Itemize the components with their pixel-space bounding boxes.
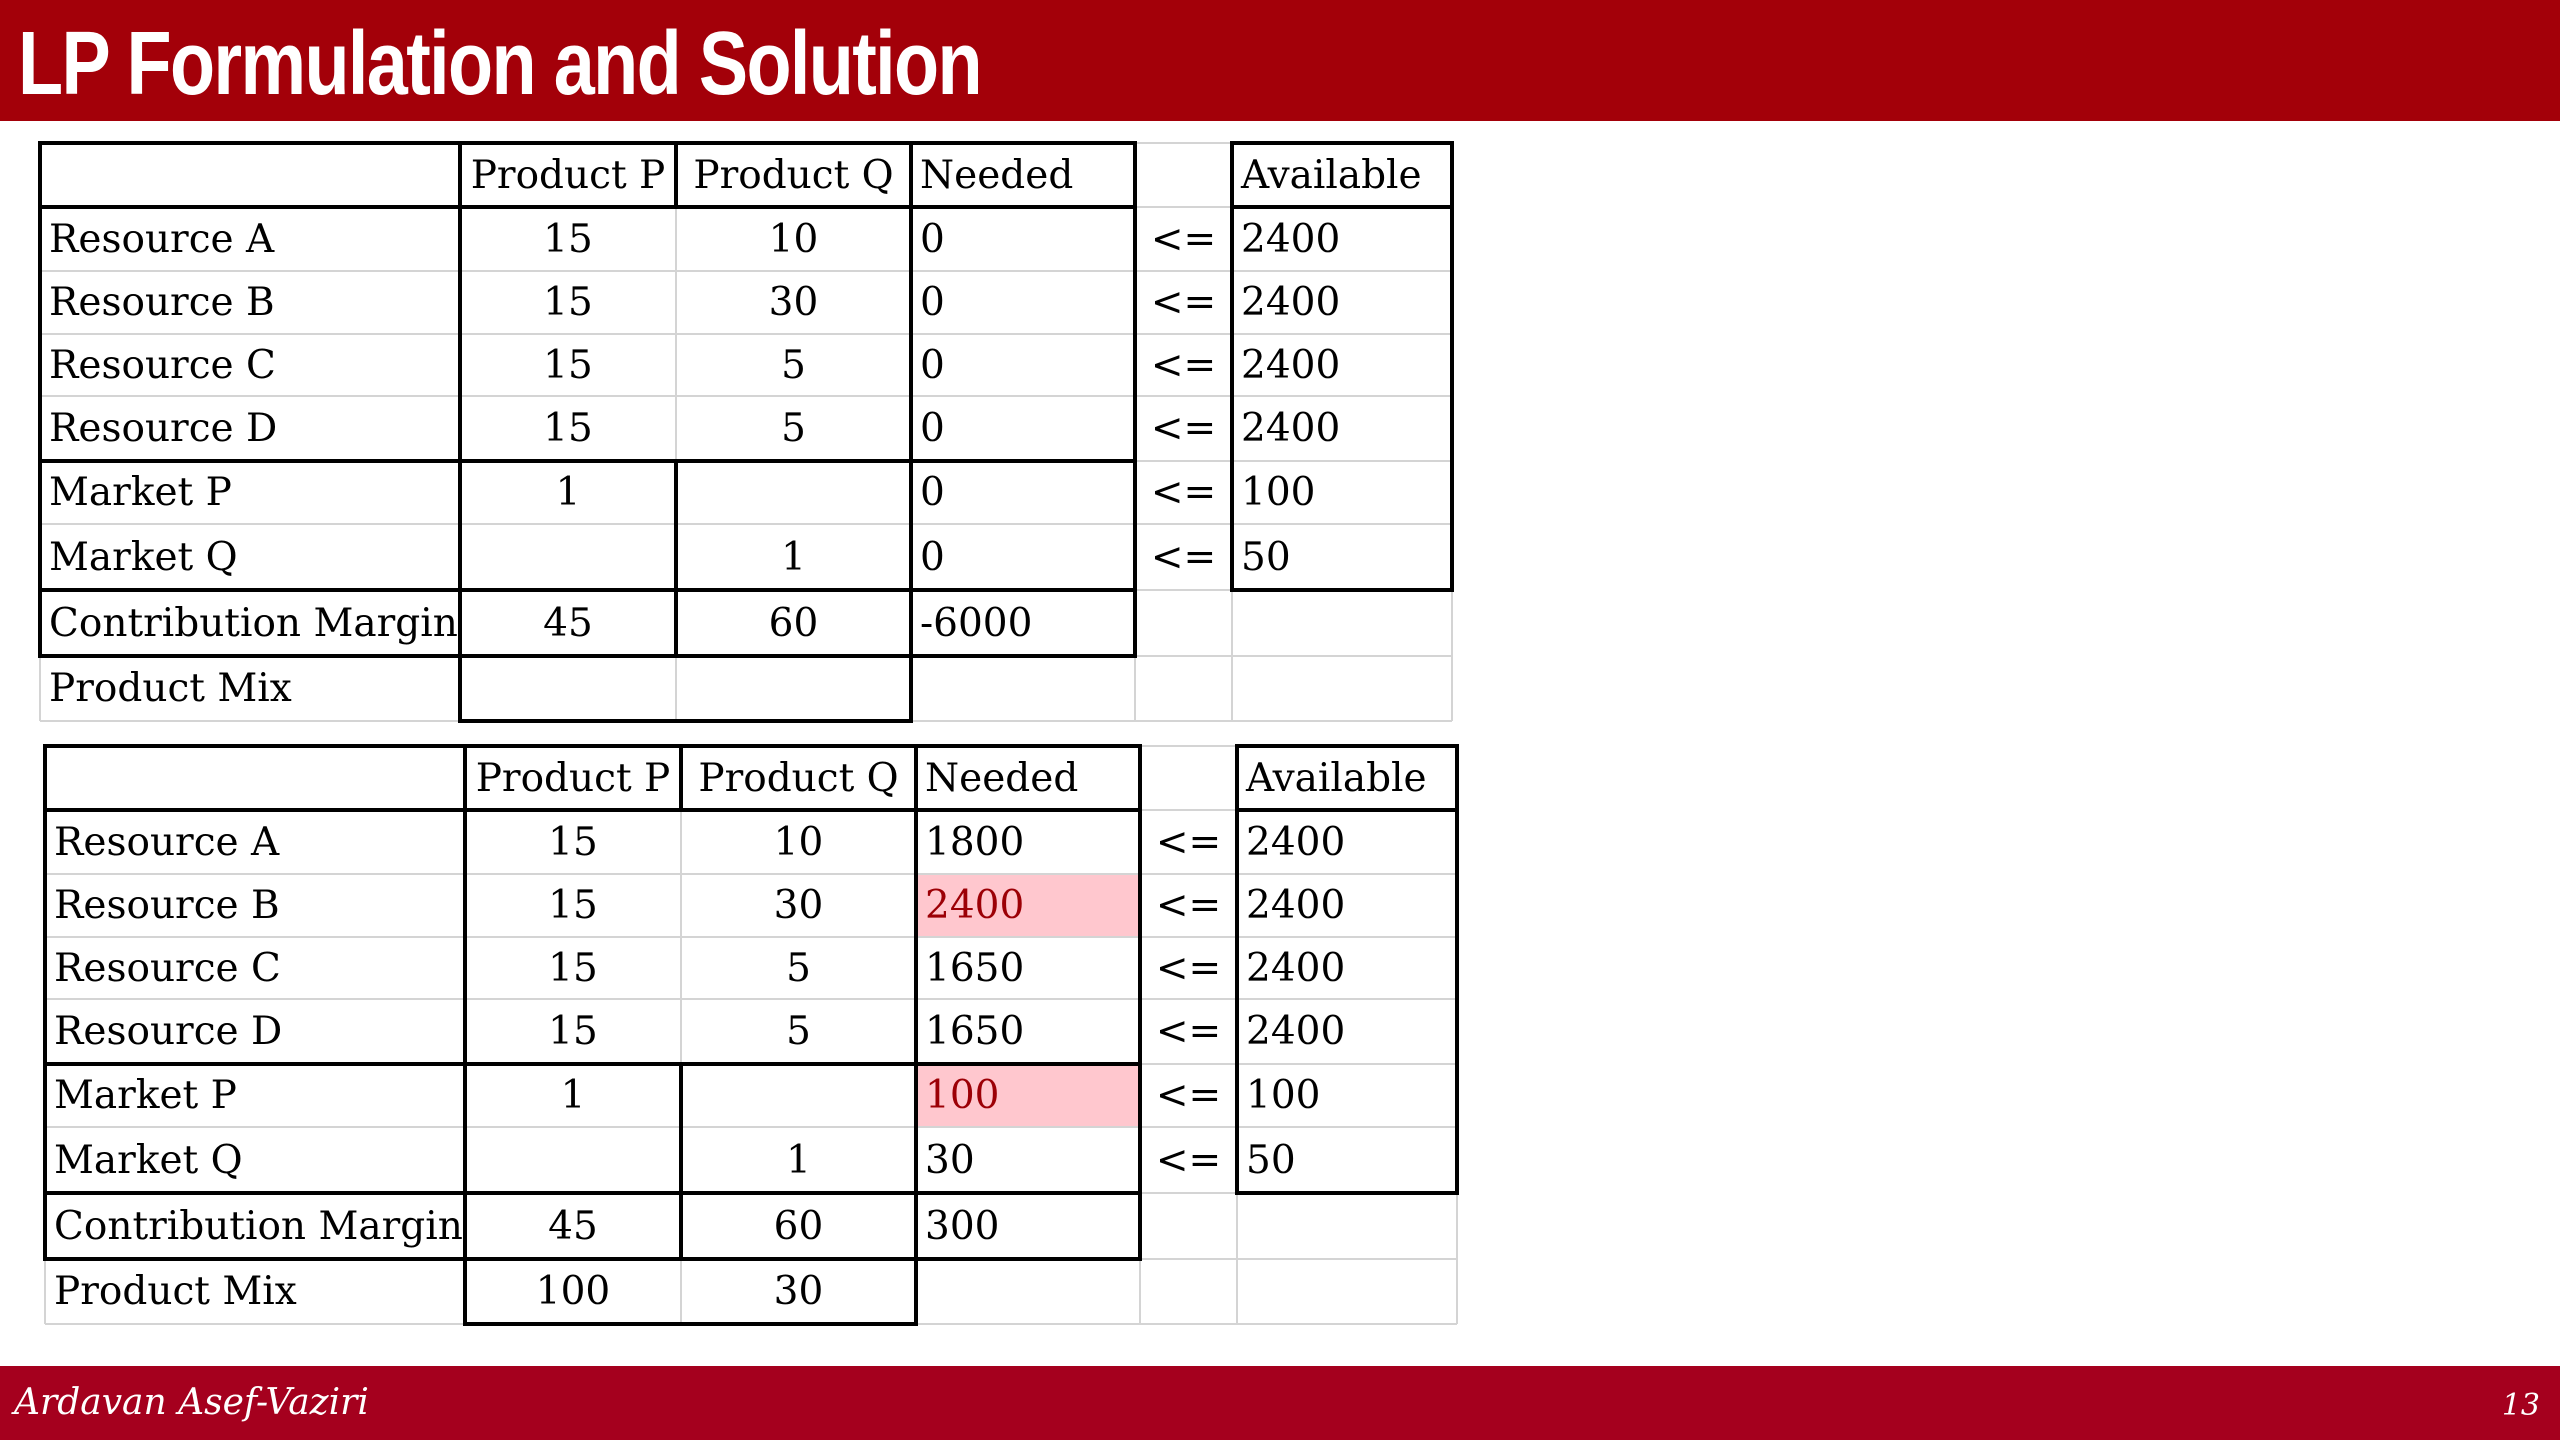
- column-header-label: [41, 144, 459, 206]
- table-border: [38, 205, 1137, 209]
- cell-product-p: 15: [548, 819, 598, 865]
- cell-label: Resource B: [49, 280, 275, 325]
- cell-label: Resource B: [54, 883, 280, 928]
- cell-operator: <=: [1155, 883, 1222, 928]
- cell-product-q: 5: [786, 1009, 811, 1054]
- table-border: [909, 654, 913, 723]
- cell-operator: [1141, 1260, 1236, 1323]
- footer-bar: [0, 1366, 2560, 1440]
- table-border: [43, 744, 1142, 748]
- cell-needed: 0: [920, 342, 945, 388]
- table-border: [38, 141, 1137, 145]
- table-border: [463, 808, 467, 1195]
- cell-product-q: 30: [773, 883, 824, 928]
- table-border: [43, 1191, 1142, 1195]
- table-border: [674, 588, 678, 658]
- table-border: [679, 1062, 683, 1195]
- cell-product-q: 5: [781, 406, 806, 451]
- column-header-label: [46, 747, 464, 809]
- cell-available: 2400: [1246, 819, 1346, 865]
- page-number: 13: [2501, 1388, 2540, 1423]
- cell-needed: -6000: [920, 600, 1033, 646]
- solution-table: [45, 746, 1457, 1324]
- cell-operator: <=: [1155, 1009, 1222, 1054]
- cell-operator: <=: [1155, 1073, 1222, 1118]
- cell-available: [1238, 1194, 1456, 1258]
- cell-operator: [1136, 657, 1231, 720]
- cell-available: 2400: [1241, 342, 1341, 388]
- cell-product-p: [461, 525, 675, 589]
- table-border: [674, 141, 678, 209]
- table-border: [909, 588, 913, 658]
- table-border: [1138, 744, 1142, 1261]
- cell-needed: 0: [920, 534, 945, 580]
- table-border: [914, 1191, 918, 1261]
- cell-label: Market Q: [54, 1137, 243, 1183]
- column-header-needed: Needed: [925, 755, 1079, 801]
- cell-available: [1233, 591, 1451, 655]
- table-border: [909, 205, 913, 592]
- cell-label: Resource A: [49, 216, 275, 262]
- cell-product-q: 30: [768, 280, 819, 325]
- cell-needed: 0: [920, 470, 945, 515]
- table-border: [679, 744, 683, 812]
- table-border: [1235, 744, 1459, 748]
- cell-product-q: [682, 1065, 915, 1126]
- cell-product-p: 45: [543, 600, 593, 646]
- cell-needed: 1800: [925, 819, 1025, 865]
- table-border: [1230, 141, 1454, 145]
- cell-needed: 0: [920, 216, 945, 262]
- cell-available: 50: [1246, 1137, 1296, 1183]
- cell-product-q: 30: [773, 1269, 824, 1314]
- cell-label: Market P: [49, 470, 232, 515]
- cell-available: 2400: [1246, 1009, 1346, 1054]
- cell-operator: <=: [1155, 945, 1222, 991]
- cell-operator: <=: [1150, 470, 1217, 515]
- cell-needed: [912, 657, 1134, 720]
- cell-operator: <=: [1150, 216, 1217, 262]
- cell-product-q: 5: [781, 342, 806, 388]
- cell-product-p: 15: [548, 1009, 598, 1054]
- cell-needed: 300: [925, 1203, 1000, 1249]
- cell-available: [1238, 1260, 1456, 1323]
- cell-available: 100: [1241, 470, 1316, 515]
- author-name: Ardavan Asef-Vaziri: [14, 1382, 369, 1423]
- cell-label: Resource D: [49, 406, 278, 451]
- cell-available: 2400: [1246, 883, 1346, 928]
- cell-needed: 1650: [925, 1009, 1025, 1054]
- cell-label: Market P: [54, 1073, 237, 1118]
- cell-product-p: 15: [543, 280, 593, 325]
- cell-product-p: [466, 1128, 680, 1192]
- cell-operator: [1141, 1194, 1236, 1258]
- table-border: [43, 1062, 1142, 1066]
- cell-label: Contribution Margin: [49, 600, 458, 646]
- cell-product-q: 60: [773, 1203, 824, 1249]
- cell-available: 2400: [1241, 216, 1341, 262]
- cell-label: Product Mix: [54, 1269, 297, 1314]
- table-border: [43, 808, 1142, 812]
- cell-product-q: 1: [786, 1137, 811, 1183]
- cell-operator: [1136, 591, 1231, 655]
- cell-available: 2400: [1246, 945, 1346, 991]
- table-border: [1230, 588, 1454, 592]
- slide-title: LP Formulation and Solution: [18, 14, 981, 114]
- cell-needed: 0: [920, 406, 945, 451]
- table-border: [1230, 205, 1454, 209]
- column-header-product-q: Product Q: [698, 755, 899, 801]
- table-border: [458, 205, 462, 592]
- cell-operator: <=: [1150, 534, 1217, 580]
- cell-label: Contribution Margin: [54, 1203, 463, 1249]
- table-border: [1235, 1191, 1459, 1195]
- cell-needed: 0: [920, 280, 945, 325]
- table-border: [914, 1257, 918, 1326]
- cell-available: 50: [1241, 534, 1291, 580]
- table-border: [463, 1257, 918, 1261]
- table-border: [463, 1191, 467, 1261]
- cell-available: [1233, 657, 1451, 720]
- table-border: [38, 588, 1137, 592]
- column-header-available: Available: [1241, 152, 1422, 198]
- cell-product-p: 15: [548, 945, 598, 991]
- table-border: [38, 141, 42, 658]
- cell-product-q: 5: [786, 945, 811, 991]
- table-border: [463, 1322, 918, 1326]
- cell-label: Market Q: [49, 534, 238, 580]
- table-border: [674, 459, 678, 592]
- cell-label: Resource C: [54, 945, 281, 991]
- cell-needed: [917, 1260, 1139, 1323]
- column-header-available: Available: [1246, 755, 1427, 801]
- column-header-product-q: Product Q: [693, 152, 894, 198]
- formulation-table: [40, 143, 1452, 721]
- cell-operator: <=: [1155, 819, 1222, 865]
- cell-product-p: 1: [560, 1073, 586, 1118]
- cell-label: Product Mix: [49, 666, 292, 711]
- column-header-operator: [1141, 747, 1236, 809]
- cell-product-q: [677, 462, 910, 523]
- table-border: [463, 1257, 467, 1326]
- cell-available: 2400: [1241, 280, 1341, 325]
- table-border: [679, 1191, 683, 1261]
- cell-product-q: [677, 657, 910, 720]
- table-border: [38, 459, 1137, 463]
- cell-needed: 2400: [917, 875, 1139, 936]
- table-border: [1235, 808, 1459, 812]
- table-border: [458, 588, 462, 658]
- cell-product-p: 15: [543, 216, 593, 262]
- cell-label: Resource A: [54, 819, 280, 865]
- cell-label: Resource C: [49, 342, 276, 388]
- cell-product-p: 100: [535, 1269, 611, 1314]
- cell-needed: 100: [917, 1065, 1139, 1126]
- cell-product-p: 45: [548, 1203, 598, 1249]
- cell-product-p: 15: [543, 406, 593, 451]
- column-header-product-p: Product P: [470, 152, 666, 198]
- cell-product-q: 1: [781, 534, 806, 580]
- table-border: [458, 654, 462, 723]
- cell-available: 100: [1246, 1073, 1321, 1118]
- table-border: [458, 654, 913, 658]
- cell-operator: <=: [1150, 342, 1217, 388]
- cell-needed: 30: [925, 1137, 975, 1183]
- cell-product-q: 10: [773, 819, 824, 865]
- cell-product-p: 15: [548, 883, 598, 928]
- cell-needed: 1650: [925, 945, 1025, 991]
- table-border: [914, 744, 918, 812]
- title-bar: [0, 0, 2560, 121]
- cell-product-p: 1: [555, 470, 581, 515]
- cell-product-q: 10: [768, 216, 819, 262]
- cell-product-q: 60: [768, 600, 819, 646]
- table-border: [914, 808, 918, 1195]
- cell-operator: <=: [1150, 280, 1217, 325]
- cell-operator: <=: [1155, 1137, 1222, 1183]
- column-header-operator: [1136, 144, 1231, 206]
- table-border: [458, 719, 913, 723]
- cell-operator: <=: [1150, 406, 1217, 451]
- table-border: [909, 141, 913, 209]
- table-border: [1133, 141, 1137, 658]
- column-header-product-p: Product P: [475, 755, 671, 801]
- cell-label: Resource D: [54, 1009, 283, 1054]
- cell-available: 2400: [1241, 406, 1341, 451]
- cell-product-p: [461, 657, 675, 720]
- cell-product-p: 15: [543, 342, 593, 388]
- table-border: [43, 744, 47, 1261]
- table-border: [458, 141, 462, 209]
- table-border: [463, 744, 467, 812]
- column-header-needed: Needed: [920, 152, 1074, 198]
